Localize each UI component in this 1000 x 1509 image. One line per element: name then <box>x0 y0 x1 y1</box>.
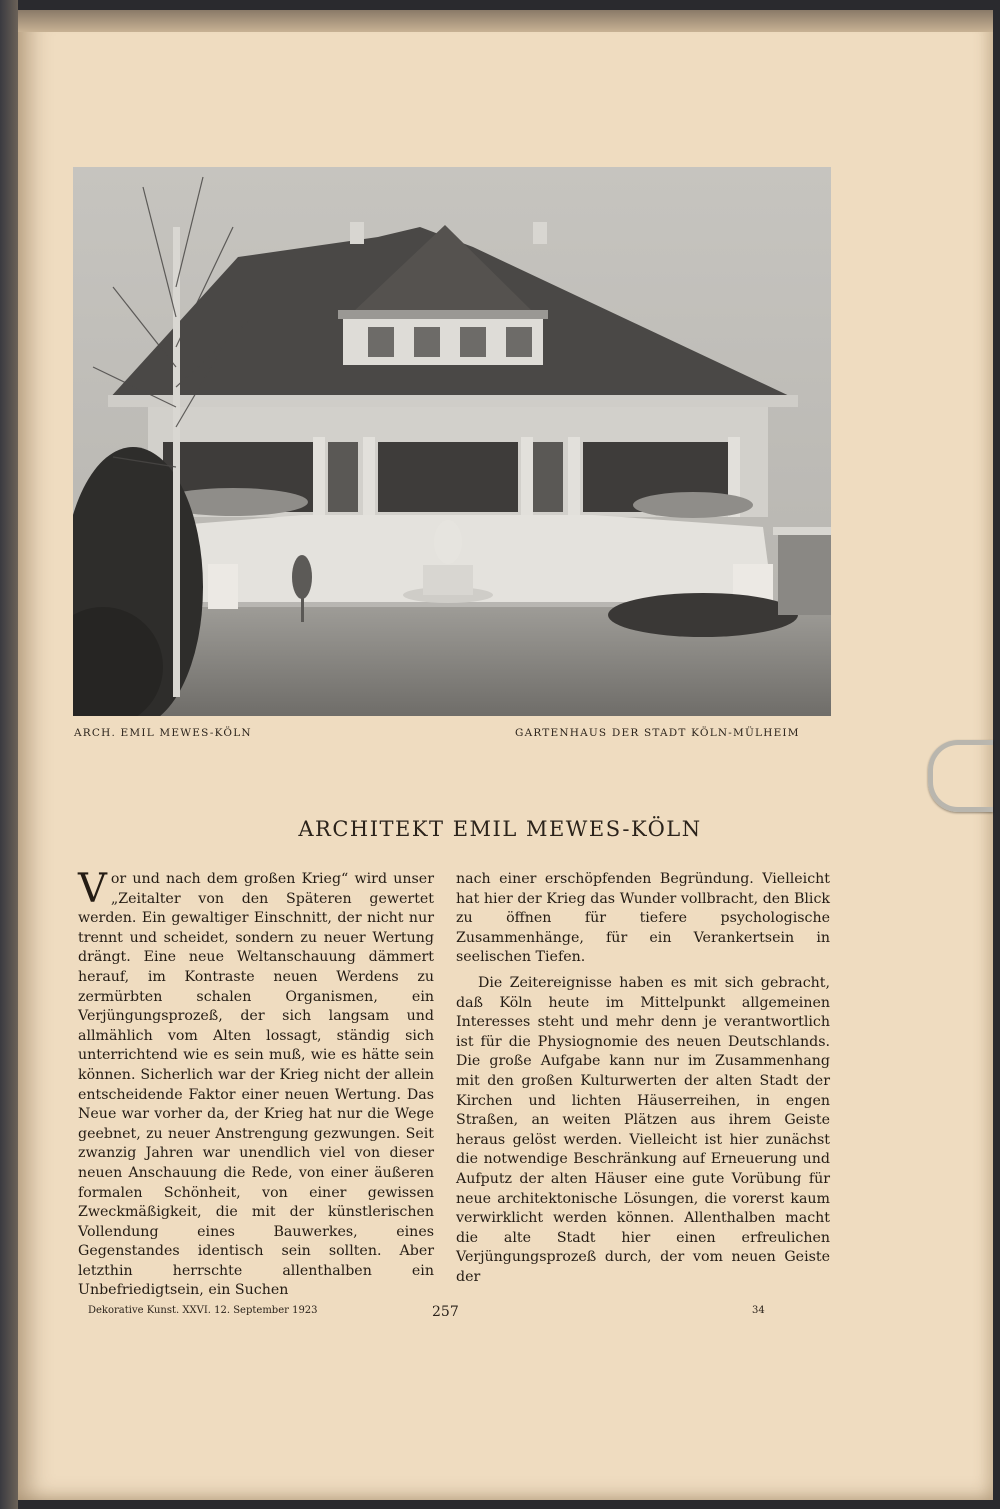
column-left-text: or und nach dem großen Krieg“ wird unser „Zeitalter von den Späteren gewertet werden. Ein gewaltiger Einschnitt, der nicht nur trennt und scheidet, sondern zu neuer Wertung drängt. Eine neue Weltanschauung dämmert herauf, im Kontraste neuen Werdens zu zermürbten schalen Organismen, ein Verjüngungsprozeß, der sich langsam und allmählich vom Alten lossagt, ständig sich unterrichtend wie es sein muß, wie es hätte sein können. Sicherlich war der Krieg nicht der allein entscheidende Faktor einer neuen Wertung. Das Neue war vorher da, der Krieg hat nur die Wege geebnet, zu neuer Anstrengung gezwungen. Seit zwanzig Jahren war unendlich viel von dieser neuen Anschauung die Rede, von einer äußeren formalen Schönheit, von einer gewissen Zweckmäßigkeit, die mit der künstlerischen Vollendung eines Bauwerkes, eines Gegenstandes identisch sein sollten. Aber letzthin herrschte allenthalben ein Unbefriedigtsein, ein Suchen <box>78 871 434 1299</box>
caption-architect: ARCH. EMIL MEWES-KÖLN <box>74 727 252 739</box>
paper-clip <box>928 740 993 812</box>
spine-lettering <box>0 200 16 800</box>
book-spine <box>0 0 18 1509</box>
page-top-edge <box>18 10 993 32</box>
house-photograph <box>73 167 831 716</box>
article-column-left <box>78 866 434 1301</box>
footer-publication: Dekorative Kunst. XXVI. 12. September 1923 <box>88 1305 318 1316</box>
caption-building: GARTENHAUS DER STADT KÖLN-MÜLHEIM <box>515 727 800 739</box>
page-number: 257 <box>432 1304 459 1320</box>
column-right-paragraph-2: Die Zeitereignisse haben es mit sich gebracht, daß Köln heute im Mittelpunkt allgemeinen Interesses steht und mehr denn je verantwortlich ist für die Physiognomie des neuen Deutschlands. Die große Aufgabe kann nur im Zusammenhang mit den großen Kulturwerten der alten Stadt der Kirchen und lichten Häuserreihen, in engen Straßen, an weiten Plätzen aus ihrem Geiste heraus gelöst werden. Vielleicht ist hier zunächst die notwendige Beschränkung auf Erneuerung und Aufputz der alten Häuser eine gute Vorübung für neue architektonische Lösungen, die vorerst kaum verwirklicht werden können. Allenthalben macht die alte Stadt hier einen erfreulichen Verjüngungsprozeß durch, der vom neuen Geiste der <box>456 974 830 1285</box>
article-column-right <box>456 870 830 1287</box>
signature-number: 34 <box>752 1305 765 1316</box>
article-title: ARCHITEKT EMIL MEWES-KÖLN <box>298 817 702 841</box>
column-right-paragraph-1: nach einer erschöpfenden Begründung. Vielleicht hat hier der Krieg das Wunder vollbracht, den Blick zu öffnen für tiefere psychologische Zusammenhänge, für ein Verankertsein in seelischen Tiefen. <box>456 871 830 966</box>
drop-cap: V <box>78 866 107 912</box>
